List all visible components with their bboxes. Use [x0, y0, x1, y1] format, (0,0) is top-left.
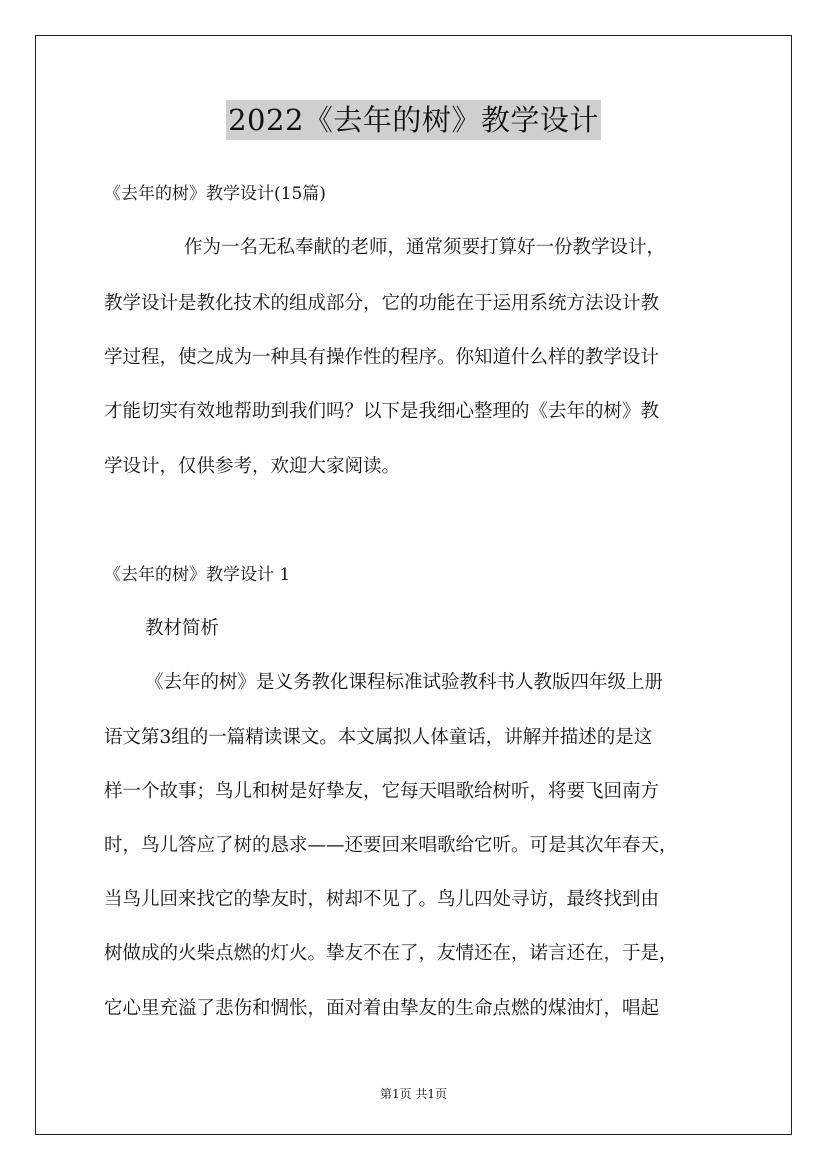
intro-line: 学过程，使之成为一种具有操作性的程序。你知道什么样的教学设计: [104, 347, 660, 368]
intro-line: 作为一名无私奉献的老师，通常须要打算好一份教学设计，: [184, 237, 666, 258]
page-footer: 第1页 共1页: [379, 1087, 448, 1101]
title-container: [0, 100, 827, 140]
body-line: 当鸟儿回来找它的挚友时，树却不见了。鸟儿四处寻访，最终找到由: [104, 889, 660, 910]
body-line: 语文第3组的一篇精读课文。本文属拟人体童话，讲解并描述的是这: [104, 727, 653, 748]
document-subtitle: 《去年的树》教学设计(15篇): [104, 184, 326, 204]
intro-line: 教学设计是教化技术的组成部分，它的功能在于运用系统方法设计教: [104, 293, 660, 314]
intro-line: 学设计，仅供参考，欢迎大家阅读。: [104, 456, 401, 477]
body-line: 时，鸟儿答应了树的恳求——还要回来唱歌给它听。可是其次年春天，: [104, 835, 678, 856]
document-title: 2022《去年的树》教学设计: [226, 100, 601, 140]
body-line: 树做成的火柴点燃的灯火。挚友不在了，友情还在，诺言还在，于是，: [104, 943, 678, 964]
subsection-heading: 教材简析: [145, 618, 220, 639]
body-line: 《去年的树》是义务教化课程标准试验教科书人教版四年级上册: [145, 672, 664, 693]
body-line: 样一个故事；鸟儿和树是好挚友，它每天唱歌给树听，将要飞回南方: [104, 781, 660, 802]
section-heading: 《去年的树》教学设计 1: [104, 565, 291, 585]
intro-line: 才能切实有效地帮助到我们吗？以下是我细心整理的《去年的树》教: [104, 401, 660, 422]
body-line: 它心里充溢了悲伤和惆怅，面对着由挚友的生命点燃的煤油灯，唱起: [104, 998, 660, 1019]
